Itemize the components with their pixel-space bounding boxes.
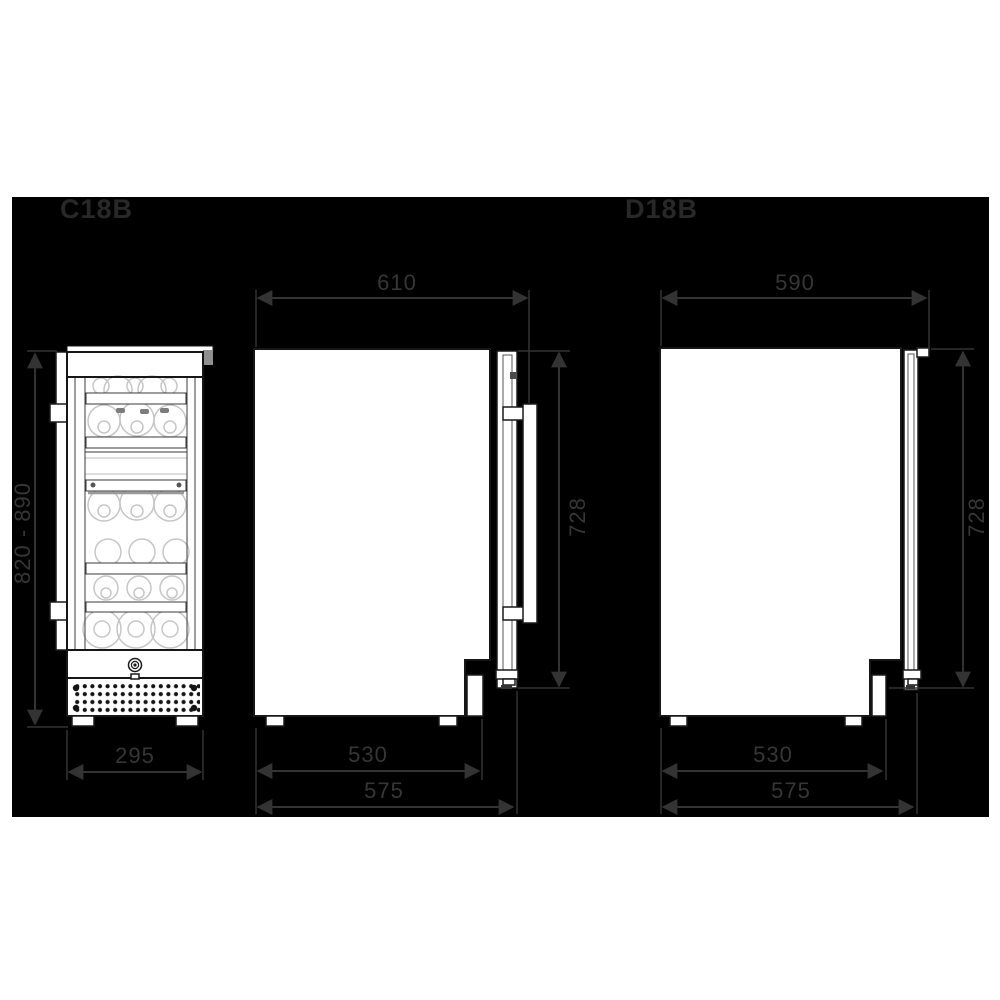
model-title-d18b: D18B [625,194,699,224]
dim-label-depth-575-c: 575 [364,778,404,803]
model-title-c18b: C18B [60,194,134,224]
ventilation-grille [72,681,200,714]
dim-label-width-295: 295 [115,743,155,768]
dim-label-height-728-c: 728 [565,497,590,537]
dim-label-depth-610: 610 [377,270,417,295]
c18b-side-view [254,349,537,726]
dim-label-depth-575-d: 575 [771,778,811,803]
dim-label-depth-530-c: 530 [348,742,388,767]
d18b-side-view [660,348,929,726]
c18b-front-view [50,346,213,726]
recessed-handle [917,348,929,357]
door-lock [129,659,142,680]
dim-label-depth-530-d: 530 [753,742,793,767]
dim-label-height-728-d: 728 [964,497,989,537]
door-handle [523,404,537,623]
dim-label-height-range: 820 - 890 [10,482,35,584]
dim-label-width-590: 590 [775,270,815,295]
